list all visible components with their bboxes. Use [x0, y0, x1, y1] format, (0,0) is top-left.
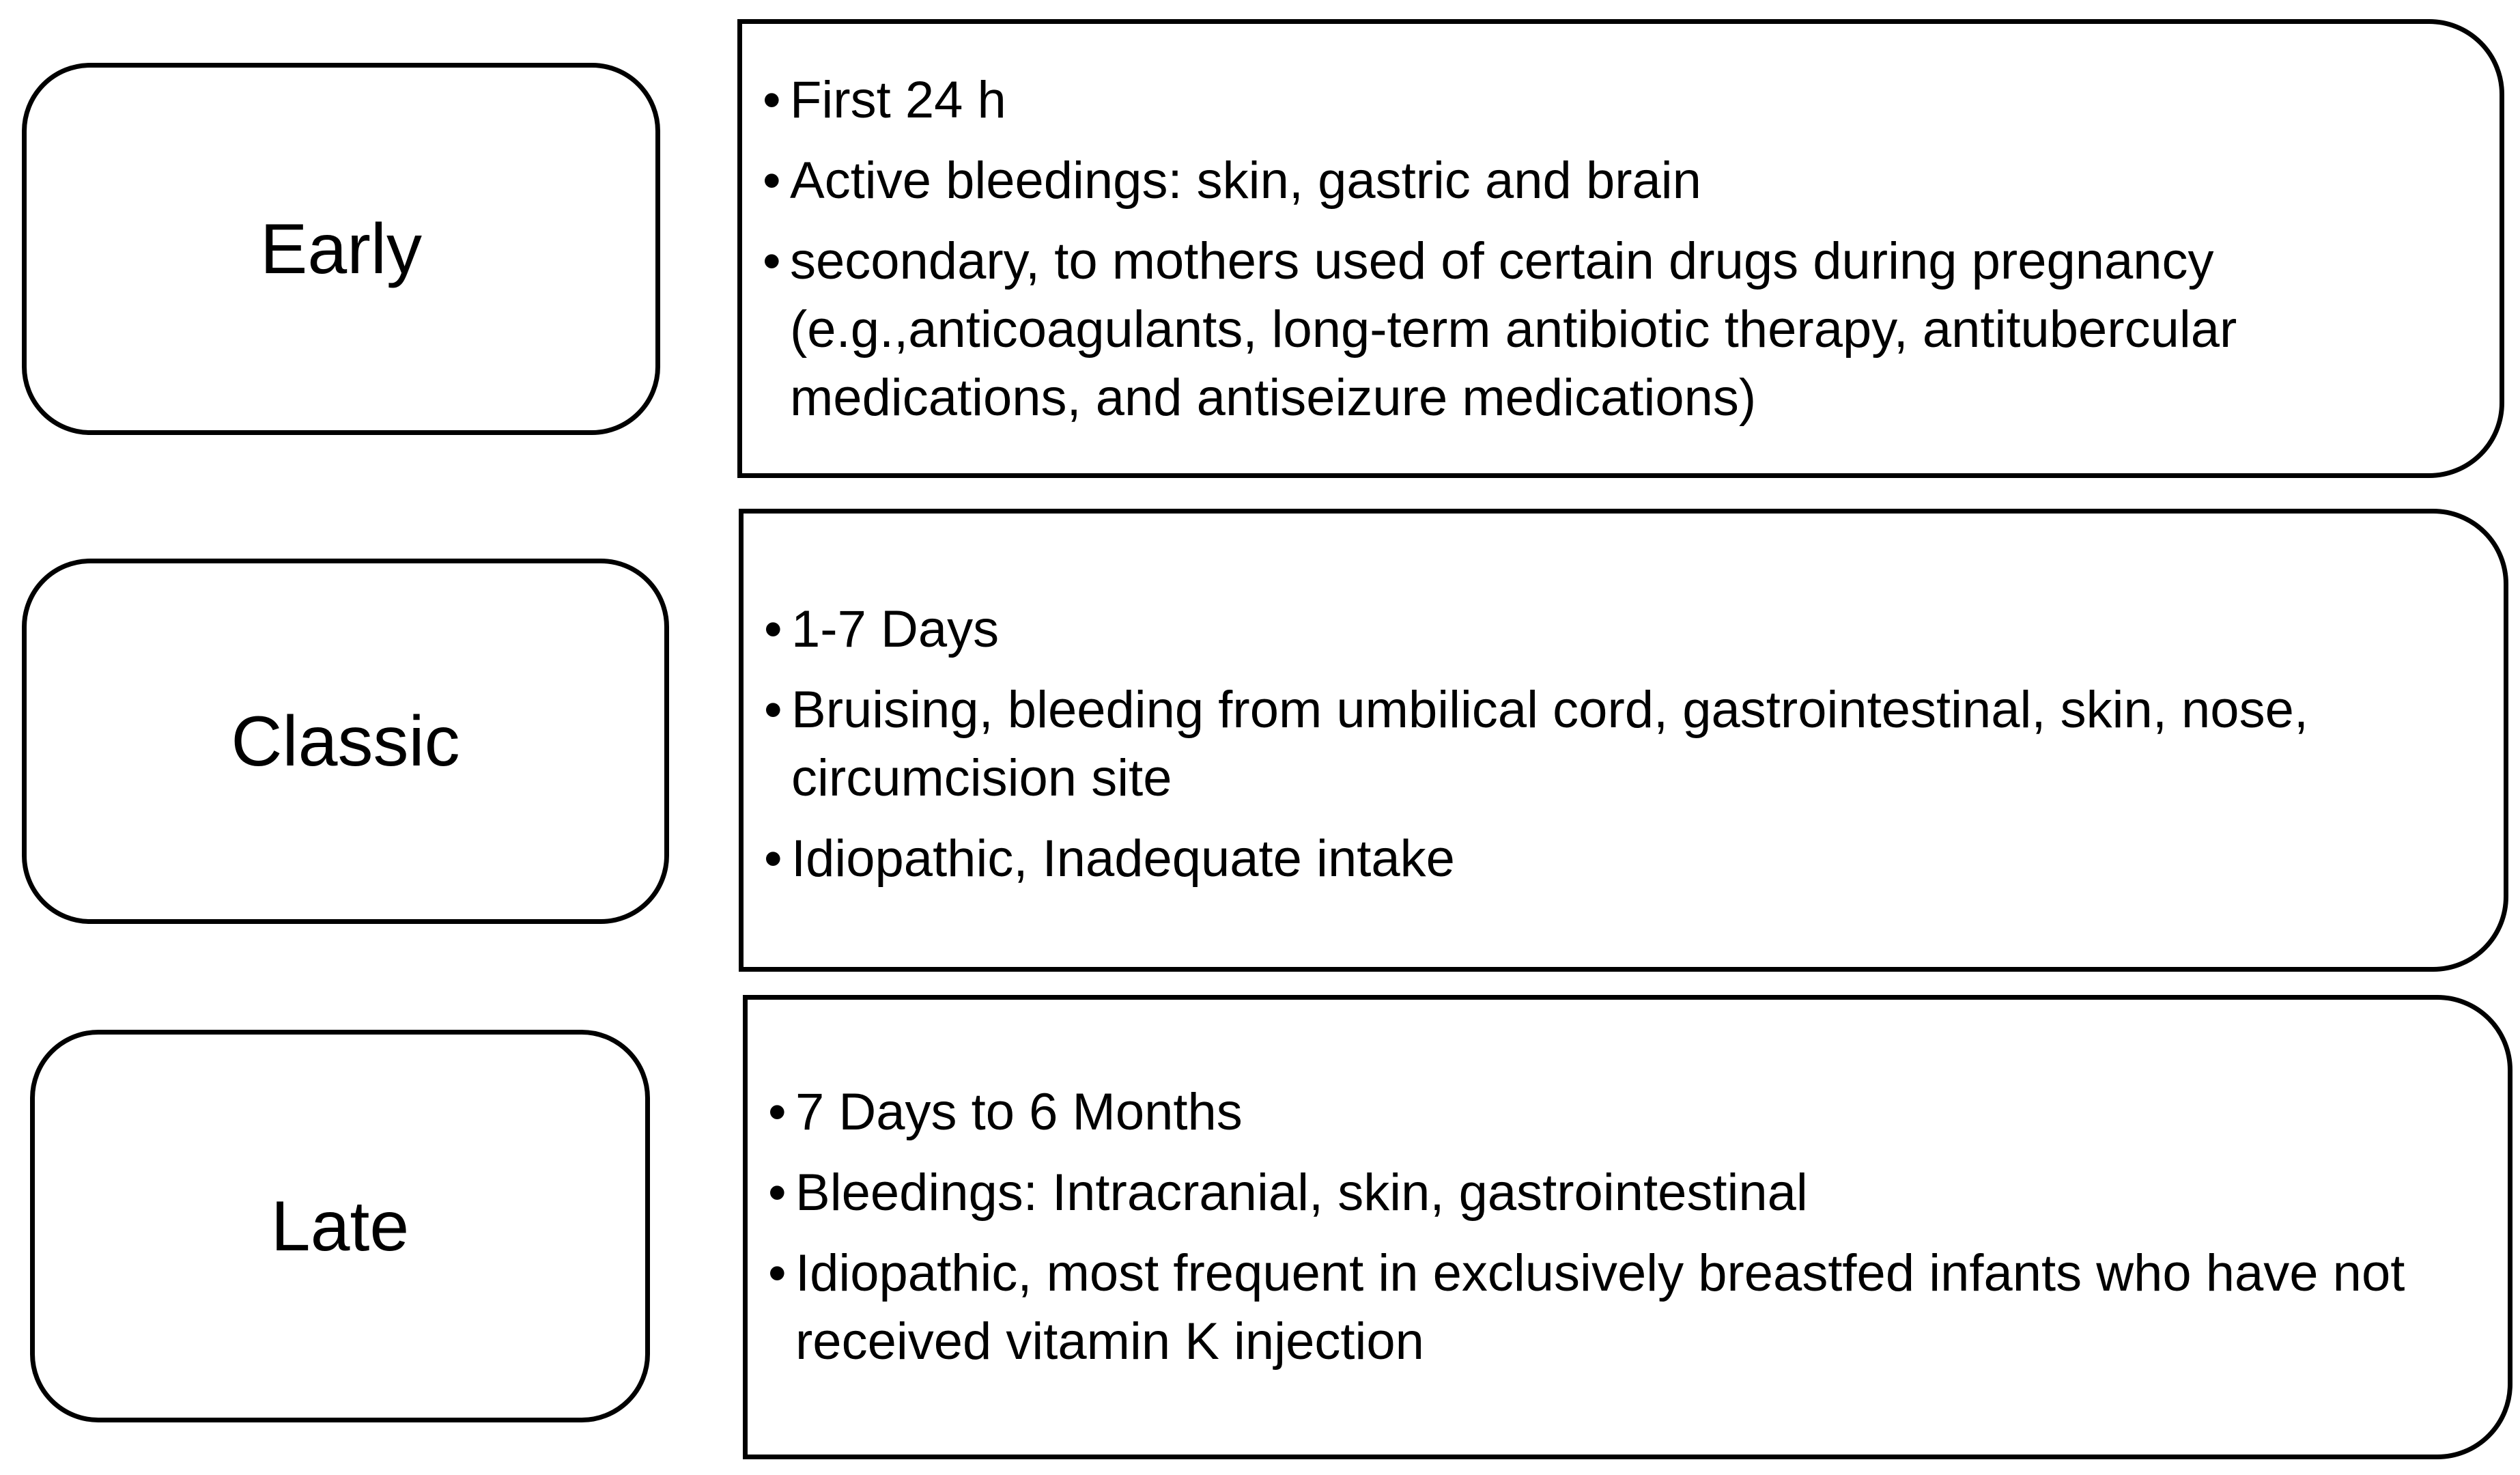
bullet-icon: •: [768, 1164, 787, 1222]
list-item: [763, 147, 2459, 215]
detail-box-early: [737, 19, 2504, 478]
item-text: secondary, to mothers used of certain drugs during pregnancy (e.g.,anticoagulants, long-term antibiotic therapy, antitubercular medications, and antiseizure medications): [790, 232, 2237, 427]
item-text: Bleedings: Intracranial, skin, gastrointestinal: [795, 1164, 1808, 1222]
stage-box-classic: [22, 559, 669, 924]
bullet-icon: •: [768, 1083, 787, 1141]
bullet-icon: •: [768, 1244, 787, 1302]
stage-label-classic: Classic: [231, 701, 460, 781]
item-text: Active bleedings: skin, gastric and brain: [790, 152, 1701, 210]
item-text: 7 Days to 6 Months: [795, 1083, 1243, 1141]
stage-label-late: Late: [270, 1186, 410, 1266]
stage-box-early: [22, 63, 660, 435]
list-item: [768, 1078, 2467, 1147]
list-item: [768, 1159, 2467, 1227]
list-item: [764, 595, 2463, 664]
list-item: [764, 825, 2463, 893]
list-item: [763, 227, 2459, 432]
detail-list-classic: [764, 595, 2463, 905]
item-text: Bruising, bleeding from umbilical cord, gastrointestinal, skin, nose, circumcision site: [791, 681, 2308, 807]
detail-box-late: [743, 995, 2512, 1459]
detail-list-late: [768, 1078, 2467, 1388]
list-item: [768, 1239, 2467, 1376]
bullet-icon: •: [763, 232, 781, 290]
item-text: 1-7 Days: [791, 600, 1000, 658]
item-text: Idiopathic, most frequent in exclusively breastfed infants who have not received vitamin K injection: [795, 1244, 2405, 1371]
detail-box-classic: [739, 509, 2508, 972]
stage-box-late: [30, 1030, 650, 1422]
bullet-icon: •: [763, 71, 781, 129]
stage-label-early: Early: [260, 209, 422, 289]
bullet-icon: •: [764, 830, 782, 888]
item-text: Idiopathic, Inadequate intake: [791, 830, 1455, 888]
list-item: [764, 676, 2463, 813]
bullet-icon: •: [764, 600, 782, 658]
bullet-icon: •: [764, 681, 782, 739]
item-text: First 24 h: [790, 71, 1006, 129]
bullet-icon: •: [763, 152, 781, 210]
detail-list-early: [763, 66, 2459, 445]
list-item: [763, 66, 2459, 135]
